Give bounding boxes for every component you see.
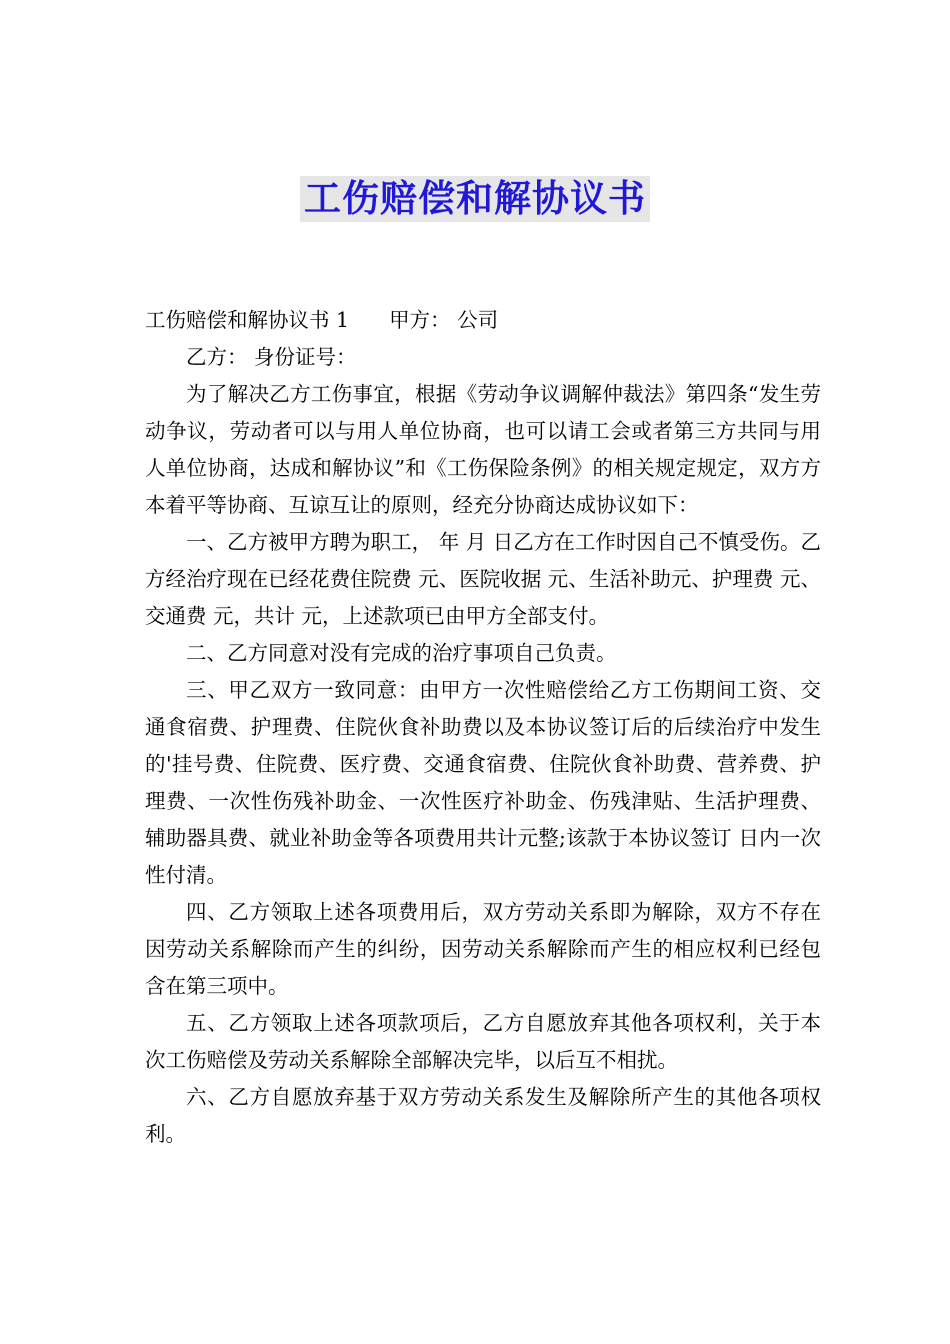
preamble-paragraph: 为了解决乙方工伤事宜，根据《劳动争议调解仲裁法》第四条“发生劳动争议，劳动者可以与用人单位协商，也可以请工会或者第三方共同与用人单位协商，达成和解协议”和《工伤保险条例》的相关规定规定，双方方本着平等协商、互谅互让的原则，经充分协商达成协议如下： — [145, 382, 821, 517]
document-body — [145, 302, 821, 1153]
intro-line — [145, 302, 821, 339]
clause-1: 一、乙方被甲方聘为职工， 年 月 日乙方在工作时因自己不慎受伤。乙方经治疗现在已经花费住院费 元、医院收据 元、生活补助元、护理费 元、交通费 元，共计 元，上述款项已由甲方全部支付。 — [145, 530, 821, 628]
party-a-line: 甲方： 公司 — [389, 308, 499, 332]
clause-6: 六、乙方自愿放弃基于双方劳动关系发生及解除所产生的其他各项权利。 — [145, 1085, 821, 1146]
title-container — [0, 176, 950, 222]
intro-heading: 工伤赔偿和解协议书 1 — [145, 308, 350, 332]
party-b-line: 乙方： 身份证号： — [186, 345, 357, 369]
clause-5: 五、乙方领取上述各项款项后，乙方自愿放弃其他各项权利，关于本次工伤赔偿及劳动关系解除全部解决完毕，以后互不相扰。 — [145, 1011, 821, 1072]
document-title: 工伤赔偿和解协议书 — [300, 176, 650, 222]
clause-3: 三、甲乙双方一致同意：由甲方一次性赔偿给乙方工伤期间工资、交通食宿费、护理费、住院伙食补助费以及本协议签订后的后续治疗中发生的'挂号费、住院费、医疗费、交通食宿费、住院伙食补助费、营养费、护理费、一次性伤残补助金、一次性医疗补助金、伤残津贴、生活护理费、辅助器具费、就业补助金等各项费用共计元整;该款于本协议签订 日内一次性付清。 — [145, 678, 821, 887]
clause-4: 四、乙方领取上述各项费用后，双方劳动关系即为解除，双方不存在因劳动关系解除而产生的纠纷，因劳动关系解除而产生的相应权利已经包含在第三项中。 — [145, 900, 821, 998]
clause-2: 二、乙方同意对没有完成的治疗事项自己负责。 — [186, 641, 617, 665]
